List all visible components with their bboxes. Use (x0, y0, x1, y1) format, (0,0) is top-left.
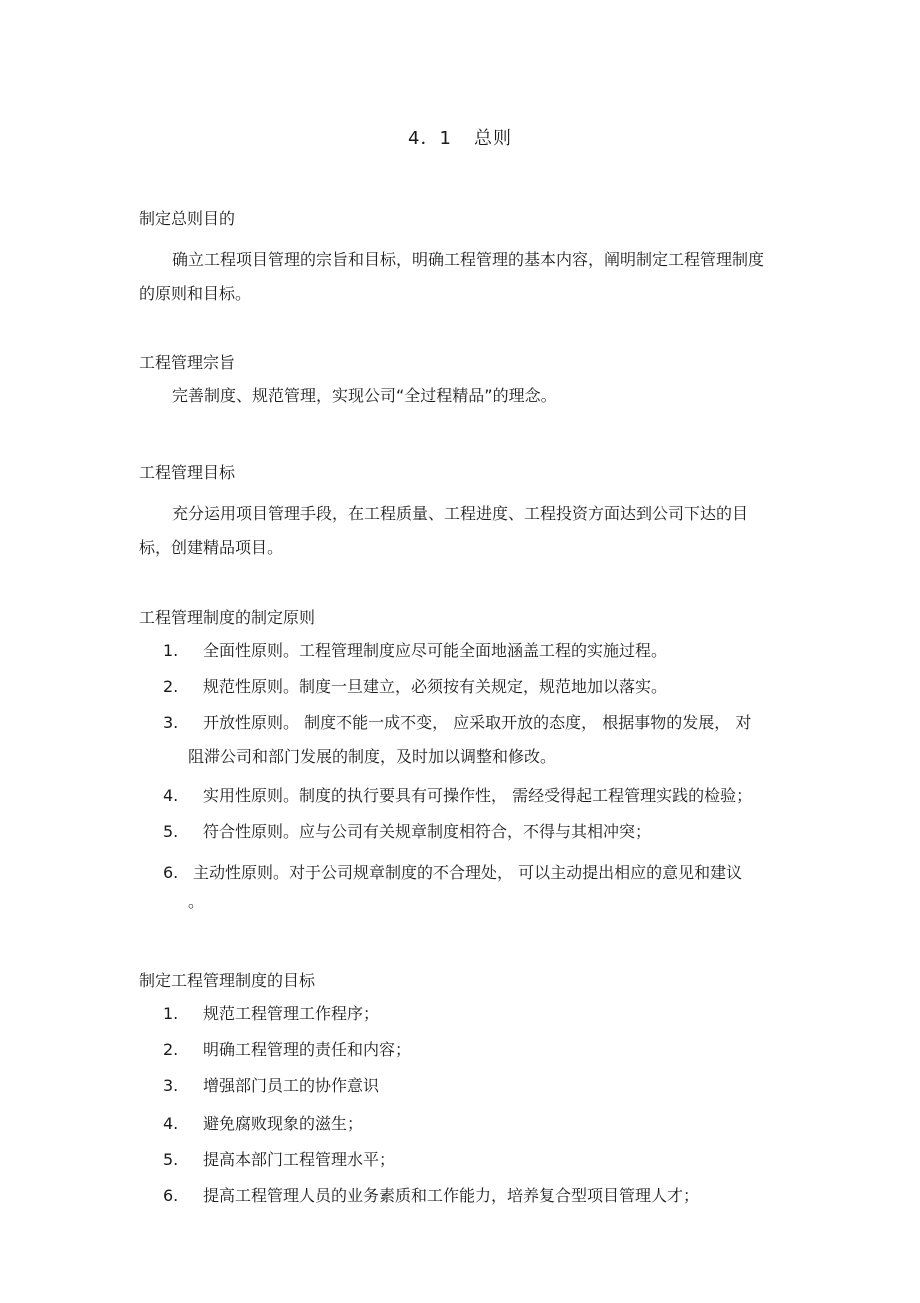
heading-principles: 工程管理制度的制定原则 (139, 608, 316, 627)
list-item (163, 1143, 803, 1177)
section-number: 4．1 (408, 128, 452, 149)
list-item (163, 634, 803, 668)
item-text: 增强部门员工的协作意识 (203, 1076, 380, 1095)
list-item (163, 1179, 803, 1213)
list-item (163, 1107, 803, 1141)
item-number: 6. (163, 863, 179, 882)
item-text: 全面性原则。工程管理制度应尽可能全面地涵盖工程的实施过程。 (203, 641, 668, 660)
item-number: 1. (163, 641, 179, 660)
item-continuation: 阻滞公司和部门发展的制度，及时加以调整和修改。 (188, 747, 557, 766)
list-item (163, 997, 803, 1031)
item-text: 避免腐败现象的滋生； (203, 1114, 364, 1133)
para-tenet: 完善制度、规范管理，实现公司“全过程精品”的理念。 (172, 386, 557, 405)
heading-goal: 工程管理目标 (139, 463, 236, 482)
list-item (163, 1069, 803, 1103)
item-number: 2. (163, 677, 179, 696)
item-text: 明确工程管理的责任和内容； (203, 1040, 412, 1059)
item-number: 5. (163, 1150, 179, 1169)
item-number: 3. (163, 1076, 179, 1095)
item-number: 2. (163, 1040, 179, 1059)
list-item (163, 670, 803, 704)
section-title: 总则 (473, 128, 512, 149)
item-text: 提高本部门工程管理水平； (203, 1150, 396, 1169)
item-number: 1. (163, 1004, 179, 1023)
item-number: 5. (163, 822, 179, 841)
item-text: 主动性原则。对于公司规章制度的不合理处， 可以主动提出相应的意见和建议 (193, 863, 743, 882)
heading-tenet: 工程管理宗旨 (139, 353, 236, 372)
item-text: 规范工程管理工作程序； (203, 1004, 380, 1023)
item-text: 规范性原则。制度一旦建立，必须按有关规定，规范地加以落实。 (203, 677, 668, 696)
item-text: 实用性原则。制度的执行要具有可操作性， 需经受得起工程管理实践的检验； (203, 786, 753, 805)
item-number: 4. (163, 1114, 179, 1133)
list-item (163, 815, 803, 849)
item-continuation: 。 (188, 892, 205, 911)
item-number: 6. (163, 1186, 179, 1205)
heading-purpose: 制定总则目的 (139, 209, 236, 228)
item-text: 开放性原则。 制度不能一成不变， 应采取开放的态度， 根据事物的发展， 对 (203, 713, 752, 732)
list-item (163, 856, 803, 914)
list-item (163, 706, 803, 774)
item-number: 4. (163, 786, 179, 805)
item-text: 提高工程管理人员的业务素质和工作能力，培养复合型项目管理人才； (203, 1186, 700, 1205)
heading-objectives: 制定工程管理制度的目标 (139, 971, 316, 990)
item-number: 3. (163, 713, 179, 732)
para-purpose: 确立工程项目管理的宗旨和目标，明确工程管理的基本内容，阐明制定工程管理制度的原则和目标。 (139, 250, 765, 303)
list-item (163, 779, 803, 813)
page-title (0, 124, 920, 150)
para-goal: 充分运用项目管理手段，在工程质量、工程进度、工程投资方面达到公司下达的目标，创建精品项目。 (139, 504, 749, 557)
item-text: 符合性原则。应与公司有关规章制度相符合，不得与其相冲突； (203, 822, 652, 841)
list-item (163, 1033, 803, 1067)
